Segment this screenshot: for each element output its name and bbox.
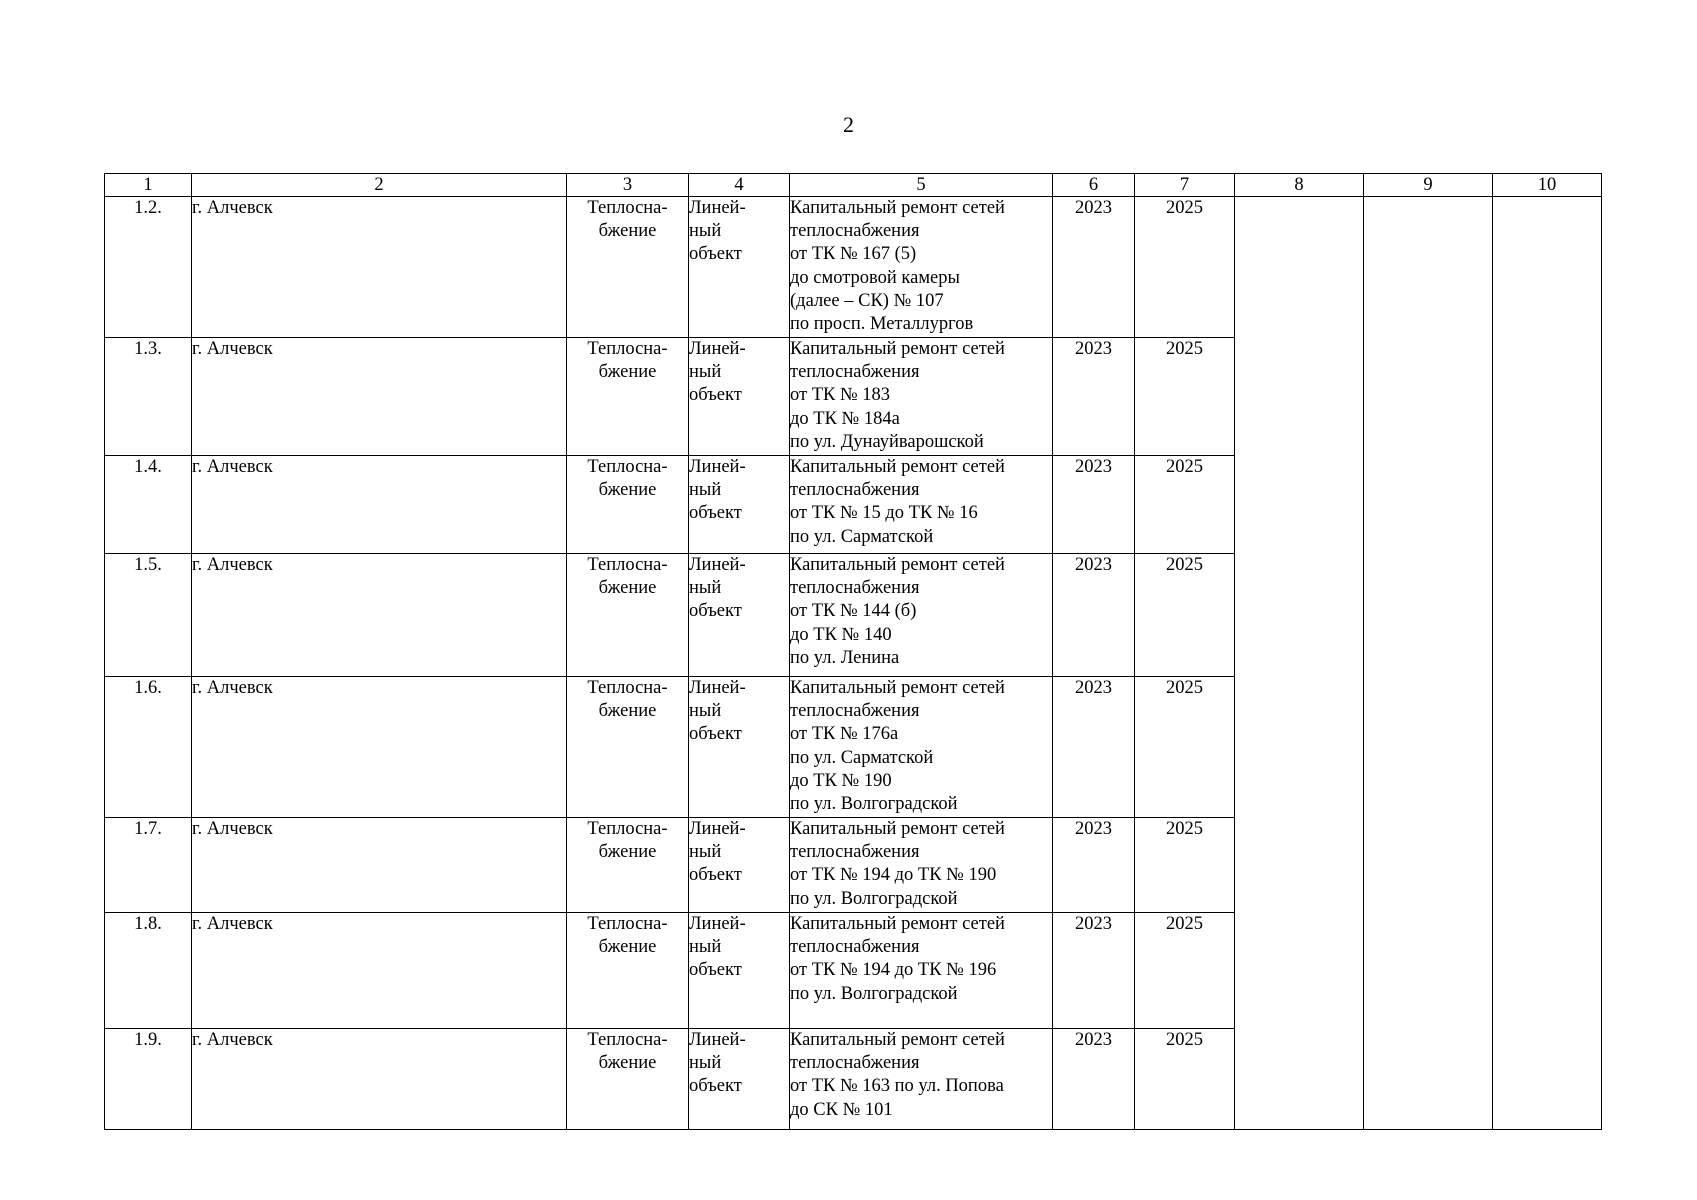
description-cell-line: по ул. Волгоградской: [790, 888, 958, 909]
description-cell-line: теплоснабжения: [790, 480, 920, 501]
object-cell-line: объект: [689, 960, 742, 981]
description-cell-line: по ул. Сарматской: [790, 526, 934, 547]
description-cell-line: по ул. Дунауйварошской: [790, 431, 984, 452]
description-cell-line: от ТК № 163 по ул. Попова: [790, 1076, 1004, 1097]
row-number-cell: 1.6.: [105, 677, 192, 818]
description-cell: [790, 1029, 1053, 1130]
type-cell: [567, 677, 689, 818]
description-cell-line: от ТК № 194 до ТК № 190: [790, 865, 997, 886]
object-cell-line: ный: [689, 842, 722, 863]
object-cell-line: объект: [689, 601, 742, 622]
object-cell: [689, 913, 790, 1029]
row-number-cell: 1.5.: [105, 554, 192, 677]
type-cell: [567, 338, 689, 456]
row-number-cell: 1.8.: [105, 913, 192, 1029]
column-header: 9: [1364, 174, 1493, 197]
start-year-cell: 2023: [1053, 818, 1135, 913]
object-cell-line: объект: [689, 1076, 742, 1097]
description-cell-line: Капитальный ремонт сетей: [790, 678, 1005, 698]
row-number-cell: 1.9.: [105, 1029, 192, 1130]
object-cell-line: Линей-: [689, 819, 746, 839]
start-year-cell: 2023: [1053, 1029, 1135, 1130]
description-cell-line: до ТК № 184а: [790, 408, 900, 429]
column-header: 3: [567, 174, 689, 197]
column-header: 7: [1135, 174, 1235, 197]
object-cell-line: объект: [689, 865, 742, 886]
header-row: [105, 174, 1602, 197]
description-cell-line: теплоснабжения: [790, 221, 920, 242]
column-header: 1: [105, 174, 192, 197]
row-number-cell: 1.3.: [105, 338, 192, 456]
object-cell: [689, 197, 790, 338]
data-table: [104, 173, 1602, 1130]
column-header: 10: [1493, 174, 1602, 197]
type-cell-line: Теплосна-: [587, 198, 668, 218]
description-cell-line: до ТК № 140: [790, 624, 892, 645]
city-cell: г. Алчевск: [192, 456, 567, 554]
description-cell-line: по ул. Волгоградской: [790, 794, 958, 815]
description-cell: [790, 338, 1053, 456]
type-cell-line: бжение: [598, 362, 657, 383]
column-9-cell: [1364, 197, 1493, 1130]
object-cell-line: Линей-: [689, 678, 746, 698]
row-number-cell: 1.7.: [105, 818, 192, 913]
column-header: 2: [192, 174, 567, 197]
description-cell-line: теплоснабжения: [790, 578, 920, 599]
city-cell: г. Алчевск: [192, 554, 567, 677]
object-cell-line: ный: [689, 937, 722, 958]
type-cell-line: Теплосна-: [587, 819, 668, 839]
type-cell-line: Теплосна-: [587, 339, 668, 359]
object-cell-line: объект: [689, 724, 742, 745]
city-cell: г. Алчевск: [192, 677, 567, 818]
object-cell-line: ный: [689, 362, 722, 383]
description-cell: [790, 197, 1053, 338]
description-cell-line: Капитальный ремонт сетей: [790, 339, 1005, 359]
description-cell-line: по просп. Металлургов: [790, 314, 974, 335]
description-cell: [790, 677, 1053, 818]
start-year-cell: 2023: [1053, 677, 1135, 818]
description-cell: [790, 818, 1053, 913]
object-cell-line: Линей-: [689, 339, 746, 359]
type-cell: [567, 818, 689, 913]
city-cell: г. Алчевск: [192, 1029, 567, 1130]
description-cell-line: теплоснабжения: [790, 362, 920, 383]
description-cell-line: теплоснабжения: [790, 701, 920, 722]
object-cell-line: объект: [689, 244, 742, 265]
type-cell-line: бжение: [598, 701, 657, 722]
description-cell-line: от ТК № 167 (5): [790, 244, 917, 265]
end-year-cell: 2025: [1135, 456, 1235, 554]
object-cell-line: ный: [689, 701, 722, 722]
description-cell: [790, 456, 1053, 554]
type-cell: [567, 197, 689, 338]
object-cell-line: объект: [689, 385, 742, 406]
description-cell-line: теплоснабжения: [790, 842, 920, 863]
column-header: 6: [1053, 174, 1135, 197]
description-cell: [790, 913, 1053, 1029]
end-year-cell: 2025: [1135, 554, 1235, 677]
end-year-cell: 2025: [1135, 338, 1235, 456]
type-cell-line: Теплосна-: [587, 555, 668, 575]
city-cell: г. Алчевск: [192, 338, 567, 456]
description-cell-line: от ТК № 194 до ТК № 196: [790, 960, 997, 981]
description-cell-line: Капитальный ремонт сетей: [790, 555, 1005, 575]
description-cell-line: теплоснабжения: [790, 1053, 920, 1074]
description-cell-line: Капитальный ремонт сетей: [790, 198, 1005, 218]
type-cell: [567, 913, 689, 1029]
object-cell-line: ный: [689, 1053, 722, 1074]
end-year-cell: 2025: [1135, 1029, 1235, 1130]
column-10-cell: [1493, 197, 1602, 1130]
type-cell-line: Теплосна-: [587, 1030, 668, 1050]
table-row: [105, 197, 1602, 338]
city-cell: г. Алчевск: [192, 818, 567, 913]
end-year-cell: 2025: [1135, 913, 1235, 1029]
object-cell: [689, 818, 790, 913]
column-8-cell: [1235, 197, 1364, 1130]
object-cell: [689, 338, 790, 456]
type-cell: [567, 1029, 689, 1130]
description-cell-line: Капитальный ремонт сетей: [790, 457, 1005, 477]
object-cell-line: Линей-: [689, 198, 746, 218]
page-number: 2: [843, 112, 854, 137]
description-cell-line: Капитальный ремонт сетей: [790, 1030, 1005, 1050]
column-header: 8: [1235, 174, 1364, 197]
column-header: 4: [689, 174, 790, 197]
city-cell: г. Алчевск: [192, 197, 567, 338]
object-cell: [689, 456, 790, 554]
object-cell-line: Линей-: [689, 1030, 746, 1050]
description-cell-line: от ТК № 15 до ТК № 16: [790, 503, 978, 524]
description-cell-line: Капитальный ремонт сетей: [790, 819, 1005, 839]
row-number-cell: 1.2.: [105, 197, 192, 338]
description-cell-line: по ул. Ленина: [790, 647, 900, 668]
object-cell-line: ный: [689, 480, 722, 501]
type-cell: [567, 554, 689, 677]
city-cell: г. Алчевск: [192, 913, 567, 1029]
description-cell-line: теплоснабжения: [790, 937, 920, 958]
object-cell: [689, 554, 790, 677]
description-cell-line: до СК № 101: [790, 1099, 893, 1120]
object-cell-line: ный: [689, 578, 722, 599]
description-cell-line: до ТК № 190: [790, 770, 892, 791]
object-cell: [689, 677, 790, 818]
end-year-cell: 2025: [1135, 818, 1235, 913]
description-cell-line: (далее – СК) № 107: [790, 290, 944, 311]
description-cell-line: по ул. Волгоградской: [790, 983, 958, 1004]
table-body: [105, 197, 1602, 1130]
row-number-cell: 1.4.: [105, 456, 192, 554]
start-year-cell: 2023: [1053, 197, 1135, 338]
type-cell-line: бжение: [598, 480, 657, 501]
type-cell-line: Теплосна-: [587, 914, 668, 934]
type-cell-line: бжение: [598, 842, 657, 863]
type-cell: [567, 456, 689, 554]
description-cell-line: от ТК № 183: [790, 385, 891, 406]
description-cell-line: от ТК № 144 (б): [790, 601, 917, 622]
object-cell-line: объект: [689, 503, 742, 524]
description-cell: [790, 554, 1053, 677]
object-cell-line: Линей-: [689, 555, 746, 575]
type-cell-line: Теплосна-: [587, 457, 668, 477]
description-cell-line: до смотровой камеры: [790, 267, 960, 288]
type-cell-line: бжение: [598, 1053, 657, 1074]
start-year-cell: 2023: [1053, 913, 1135, 1029]
type-cell-line: бжение: [598, 937, 657, 958]
description-cell-line: Капитальный ремонт сетей: [790, 914, 1005, 934]
end-year-cell: 2025: [1135, 197, 1235, 338]
column-header: 5: [790, 174, 1053, 197]
description-cell-line: по ул. Сарматской: [790, 747, 934, 768]
start-year-cell: 2023: [1053, 456, 1135, 554]
start-year-cell: 2023: [1053, 338, 1135, 456]
end-year-cell: 2025: [1135, 677, 1235, 818]
description-cell-line: от ТК № 176а: [790, 724, 899, 745]
type-cell-line: бжение: [598, 221, 657, 242]
start-year-cell: 2023: [1053, 554, 1135, 677]
object-cell: [689, 1029, 790, 1130]
object-cell-line: Линей-: [689, 457, 746, 477]
type-cell-line: бжение: [598, 578, 657, 599]
object-cell-line: ный: [689, 221, 722, 242]
object-cell-line: Линей-: [689, 914, 746, 934]
type-cell-line: Теплосна-: [587, 678, 668, 698]
